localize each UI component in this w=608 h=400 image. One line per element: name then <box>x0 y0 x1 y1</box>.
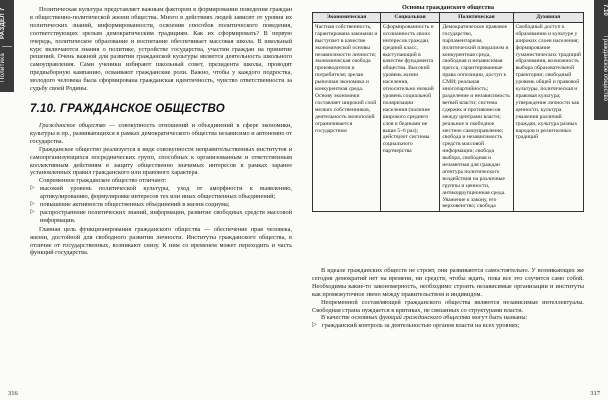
list-item: ▷ повышение активности общественных объединений в жизни социума; <box>30 201 230 209</box>
arrow-bullet-icon: ▷ <box>30 208 35 215</box>
table-header-spiritual: Духовная <box>513 13 583 23</box>
section-tab-label: РАЗДЕЛ 7 <box>0 7 6 39</box>
table-header-economic: Экономическая <box>313 13 381 23</box>
arrow-bullet-icon: ▷ <box>312 322 317 329</box>
section-tab <box>0 0 14 92</box>
section-tab-divider <box>2 46 12 47</box>
functions-list <box>312 322 584 330</box>
page-number-left: 316 <box>8 390 18 397</box>
foundations-table-block <box>312 4 584 212</box>
left-text-column <box>30 6 292 257</box>
right-page <box>304 0 608 400</box>
foundations-table <box>312 12 584 212</box>
table-cell-economic: Частная собственность, гарантирована законами и выступает в качестве экономической основы независимости личности; экономическая свобода производителя и потребителя; зрелая рыночная экономика и конкурентная среда. Основу экономики составляет широкий слой мелких собственников, деятельность монополий ограничивается государством <box>313 22 381 211</box>
table-cell-political: Демократическое правовое государство, парламентаризм, политический плюрализм и конкурентная среда, свободная и независимая пресса, гарантированные права оппозиции, доступ к СМИ; реальная многопартийность; разделение и независимость ветвей власти; система сдержек и противовесов между центрами власти; реальное и свободное местное самоуправление; свобода и независимость средств массовой информации; свобода выбора, свободная и незаметная для граждан агентура политического воздействия на различные группы и ценности, антикоррупционная среда. Уважение к закону, его верховенство; свобода <box>440 22 513 211</box>
arrow-bullet-icon: ▷ <box>30 185 35 192</box>
functions-intro: В качестве основных функций гражданского общества могут быть названы: <box>321 314 528 322</box>
ideal-paragraph: В идеале гражданских обществ не строят, они развиваются самостоятельно. У возникающих же сегодня демократий нет на времени, ни средств, чтобы ждать, пока все это случится само собой. Необходимы какие-то закономерность, необходимо строить независимые организации и институты как промежуточное звено между правительством и индивидом. <box>312 267 584 298</box>
topic-tab-label: Гражданское общество <box>602 35 608 101</box>
section-heading: 7.10. ГРАЖДАНСКОЕ ОБЩЕСТВО <box>30 102 225 115</box>
table-header-social: Социальная <box>380 13 440 23</box>
intellectuals-paragraph: Непременной составляющей гражданского общества являются независимые интеллектуалы. Свободная страна нуждается в критиках, не связанных со структурами власти. <box>312 298 584 314</box>
list-item: ▷ гражданский контроль за деятельностью органов власти на всех уровнях; <box>312 322 520 330</box>
page-number-right: 317 <box>590 390 600 397</box>
section-topic-label: Политика <box>0 53 6 83</box>
topic-tab <box>594 0 608 120</box>
political-culture-paragraph: Политическая культура представляет важным фактором в формировании поведения граждан в общественно-политической жизни общества. Много в действиях людей зависит от уровня их политических знаний, информированности, освоения способов политического поведения, соответствующих зрелым демократическим традициям. Как их сформировать? В первую очередь, политическое образование и воспитание обеспечивает массовая школа. В школьный курс включаются знания о политике, устройстве государства, участии граждан на принятие решений. Очень важной для развития гражданской культуры является деятельность школьного самоуправления. Сами ученики избирают школьный совет, президента школы, проводят предвыборную кампанию, осваивают гражданские роли. Важно, чтобы у каждого подростка, молодого человека была сформирована гражданская идентичность, чувство ответственности за судьбу своей Родины. <box>30 6 292 93</box>
table-cell-social: Сформированность и осознанность своих интересов граждан, средний класс, выступающий в качестве фундамента общества. Высокий уровень жизни населения, относительно низкий уровень социальной поляризации населения (наличие широкого среднего слоя и бедными не выше 5–6 раз); действуют системы социального партнерства <box>380 22 440 211</box>
table-header-political: Политическая <box>440 13 513 23</box>
list-item: ▷ высокий уровень политической культуры, уход от аморфности к выявлению, артикулированию, формулировке интересов тех или иных общественных объединений; <box>30 185 292 201</box>
table-cell-spiritual: Свободный доступ к образованию и культуре у широких слоев населения; формирование гуманистических традиций образования, возможность выбора образовательной траектории; свободный уровень общей и правовой культуры, политическая и правовая культура; утверждение личности как ценности, культура уважения различий граждан, культура разных народов и религиозных традиций <box>513 22 583 211</box>
definition-term: Гражданское общество <box>39 121 106 129</box>
table-title: Основы гражданского общества <box>401 4 495 11</box>
definition-text: — совокупность отношений и объединений в сфере экономики, культуры и пр., развивающихся в рамках демократического общества независимо и автономно от государства. <box>30 121 292 145</box>
list-item: ▷ распространение политических знаний, информации, развитие свободных средств массовой информации. <box>30 208 292 224</box>
institutions-paragraph: Гражданское общество реализуется в виде совокупности неправительственных институтов и самоорганизующихся посреднических групп, способных к организованным и ответственным коллективным действиям в защиту общественно значимых интересов в рамках заранее установленных правил гражданского или правового характера. <box>30 145 292 177</box>
functions-term: функций гражданского общества <box>379 314 471 322</box>
topic-tab-number: 7.10 <box>602 4 608 16</box>
main-goal-paragraph: Главная цель функционирования гражданского общества — обеспечение прав человека, жизни, достойной для свободного развития личности. Институты гражданского общества, в отличие от государственных, возникают снизу. К ним со временем может переходить и часть функций государства. <box>30 225 292 257</box>
definition-paragraph <box>30 122 292 146</box>
table-row <box>313 22 584 211</box>
right-text-column <box>312 267 584 331</box>
table-header-row <box>313 13 584 23</box>
features-intro: Современное гражданское общество отличают: <box>39 177 167 185</box>
features-list <box>30 185 292 225</box>
arrow-bullet-icon: ▷ <box>30 201 35 208</box>
